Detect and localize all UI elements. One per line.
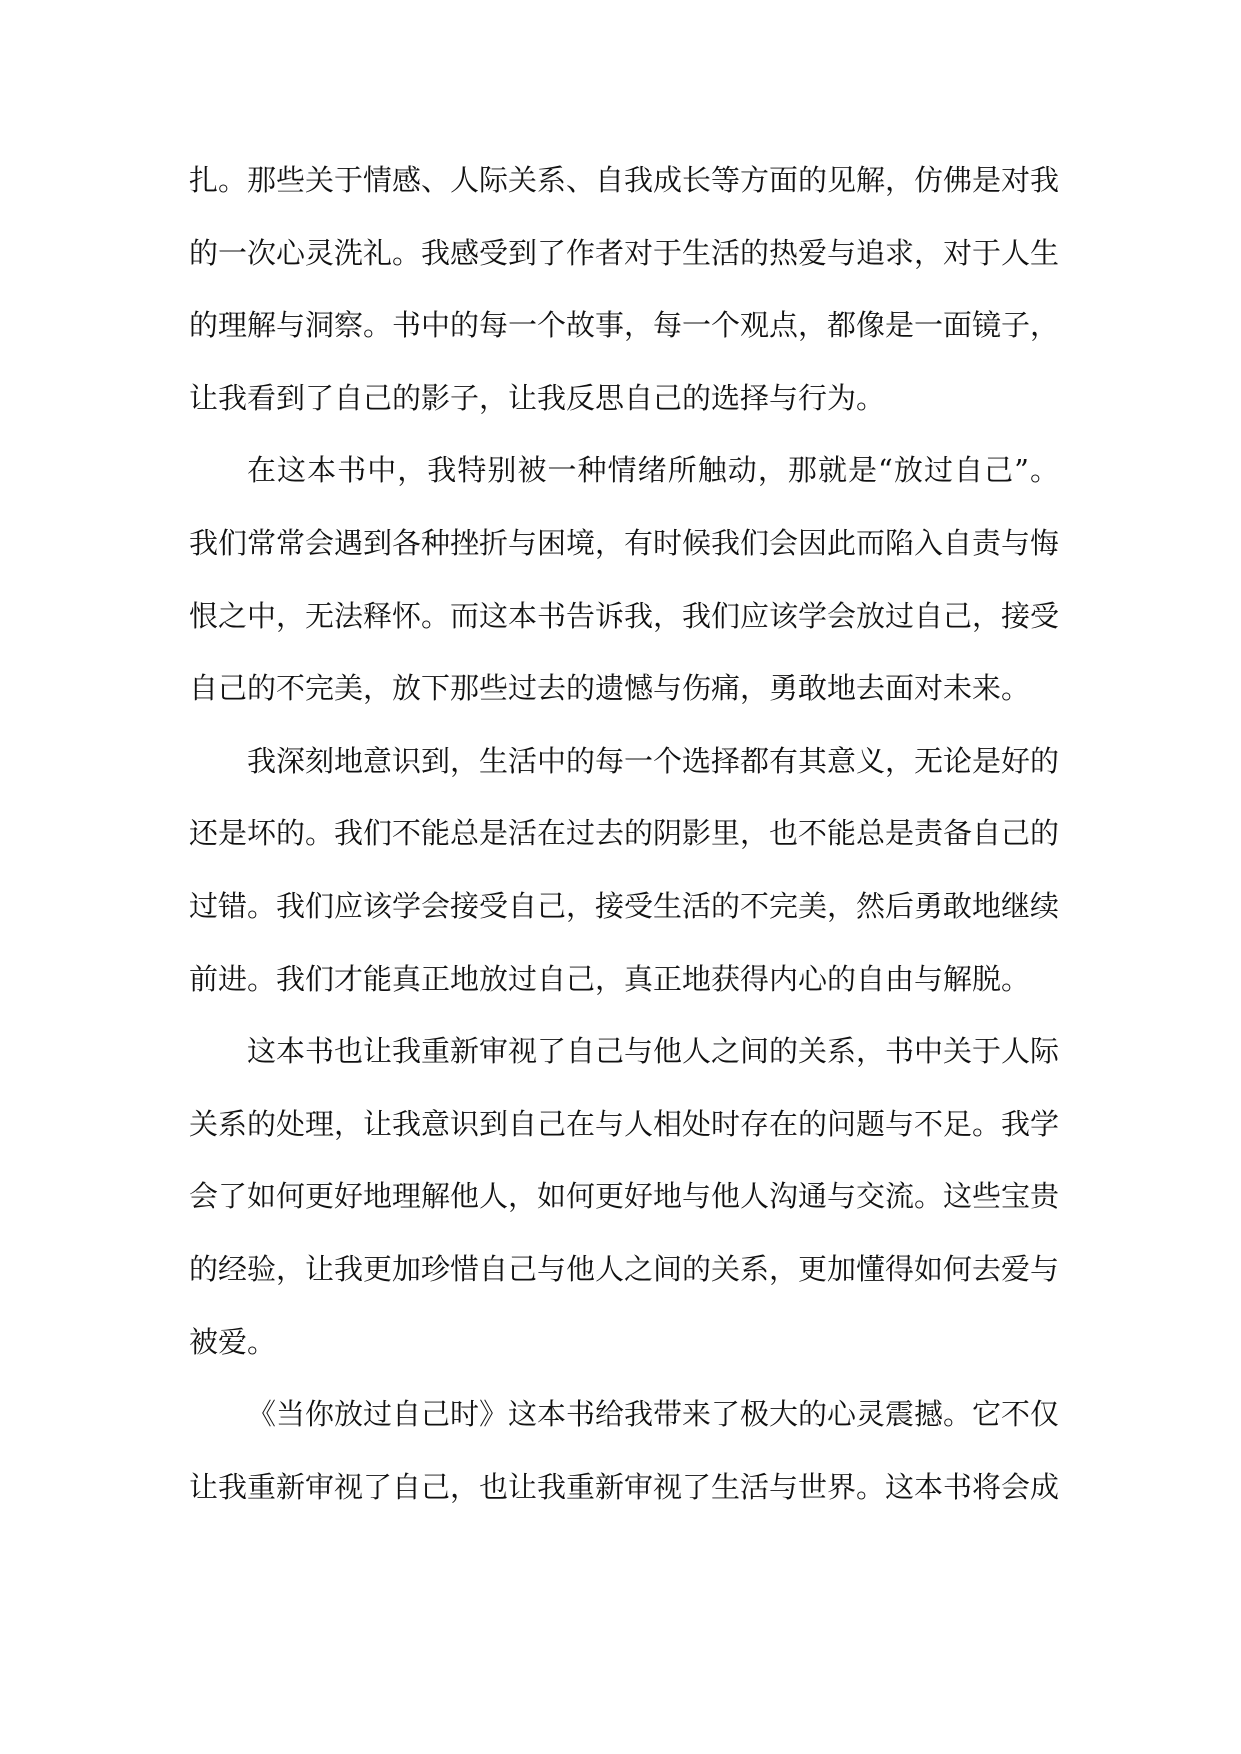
text-line: 我们常常会遇到各种挫折与困境，有时候我们会因此而陷入自责与悔 [189, 525, 1060, 560]
text-line: 被爱。 [189, 1324, 277, 1359]
text-line: 自己的不完美，放下那些过去的遗憾与伤痛，勇敢地去面对未来。 [189, 671, 1031, 706]
paragraph [189, 1015, 1059, 1378]
text-line: 的经验，让我更加珍惜自己与他人之间的关系，更加懂得如何去爱与 [189, 1251, 1060, 1286]
text-line: 还是坏的。我们不能总是活在过去的阴影里，也不能总是责备自己的 [189, 816, 1060, 851]
text-line: 这本书也让我重新审视了自己与他人之间的关系，书中关于人际 [247, 1034, 1060, 1069]
text-line: 的一次心灵洗礼。我感受到了作者对于生活的热爱与追求，对于人生 [189, 235, 1060, 270]
text-line: 让我重新审视了自己，也让我重新审视了生活与世界。这本书将会成 [189, 1469, 1060, 1504]
text-line: 前进。我们才能真正地放过自己，真正地获得内心的自由与解脱。 [189, 961, 1031, 996]
document-body [189, 144, 1059, 1523]
text-line: 过错。我们应该学会接受自己，接受生活的不完美，然后勇敢地继续 [189, 888, 1060, 923]
text-line: 我深刻地意识到，生活中的每一个选择都有其意义，无论是好的 [247, 743, 1060, 778]
text-line: 扎。那些关于情感、人际关系、自我成长等方面的见解，仿佛是对我 [189, 163, 1060, 197]
text-line: 的理解与洞察。书中的每一个故事，每一个观点，都像是一面镜子， [189, 308, 1060, 343]
paragraph [189, 144, 1059, 434]
text-line: 关系的处理，让我意识到自己在与人相处时存在的问题与不足。我学 [189, 1106, 1060, 1141]
text-line: 让我看到了自己的影子，让我反思自己的选择与行为。 [189, 380, 886, 415]
text-line: 恨之中，无法释怀。而这本书告诉我，我们应该学会放过自己，接受 [189, 598, 1060, 633]
paragraph [189, 725, 1059, 1015]
text-line: 会了如何更好地理解他人，如何更好地与他人沟通与交流。这些宝贵 [189, 1179, 1060, 1214]
paragraph [189, 434, 1059, 724]
text-line: 《当你放过自己时》这本书给我带来了极大的心灵震撼。它不仅 [247, 1397, 1060, 1432]
paragraph [189, 1378, 1059, 1523]
text-line: 在这本书中，我特别被一种情绪所触动，那就是“放过自己”。 [247, 453, 1059, 488]
